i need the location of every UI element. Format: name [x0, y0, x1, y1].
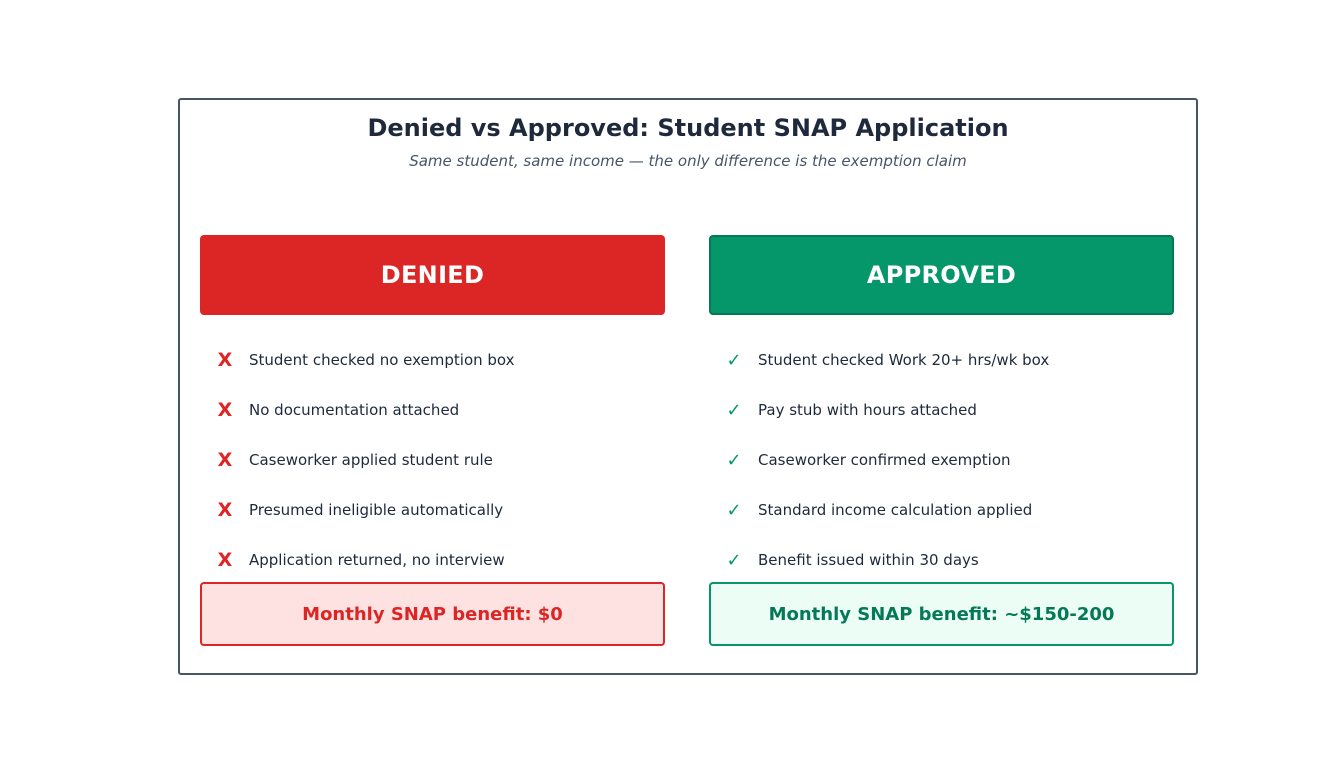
approved-item — [716, 498, 1032, 522]
checkmark-icon: ✓ — [726, 449, 742, 471]
diagram-subtitle: Same student, same income — the only difference is the exemption claim — [409, 152, 967, 170]
x-mark-icon: X — [217, 449, 233, 471]
x-mark-icon: X — [217, 499, 233, 521]
denied-header: DENIED — [200, 235, 665, 315]
denied-item-label: Presumed ineligible automatically — [249, 501, 504, 519]
x-mark-icon: X — [217, 399, 233, 421]
denied-item-label: No documentation attached — [249, 401, 460, 419]
approved-item — [716, 348, 1049, 372]
denied-item-label: Caseworker applied student rule — [249, 451, 493, 469]
diagram-title: Denied vs Approved: Student SNAP Application — [367, 114, 1009, 142]
approved-header: APPROVED — [709, 235, 1174, 315]
denied-item — [207, 398, 459, 422]
checkmark-icon: ✓ — [726, 549, 742, 571]
approved-item-label: Standard income calculation applied — [758, 501, 1033, 519]
denied-item — [207, 548, 505, 572]
checkmark-icon: ✓ — [726, 349, 742, 371]
denied-item-label: Application returned, no interview — [249, 551, 505, 569]
denied-item — [207, 498, 503, 522]
x-mark-icon: X — [217, 549, 233, 571]
approved-benefit-box: Monthly SNAP benefit: ~$150-200 — [709, 582, 1174, 646]
approved-item-label: Caseworker confirmed exemption — [758, 451, 1011, 469]
checkmark-icon: ✓ — [726, 499, 742, 521]
approved-item-label: Benefit issued within 30 days — [758, 551, 979, 569]
denied-benefit-box: Monthly SNAP benefit: $0 — [200, 582, 665, 646]
approved-item — [716, 398, 977, 422]
x-mark-icon: X — [217, 349, 233, 371]
checkmark-icon: ✓ — [726, 399, 742, 421]
approved-item-label: Pay stub with hours attached — [758, 401, 977, 419]
approved-item-label: Student checked Work 20+ hrs/wk box — [758, 351, 1050, 369]
denied-item — [207, 448, 493, 472]
denied-item-label: Student checked no exemption box — [249, 351, 515, 369]
denied-item — [207, 348, 515, 372]
approved-item — [716, 448, 1011, 472]
approved-item — [716, 548, 979, 572]
